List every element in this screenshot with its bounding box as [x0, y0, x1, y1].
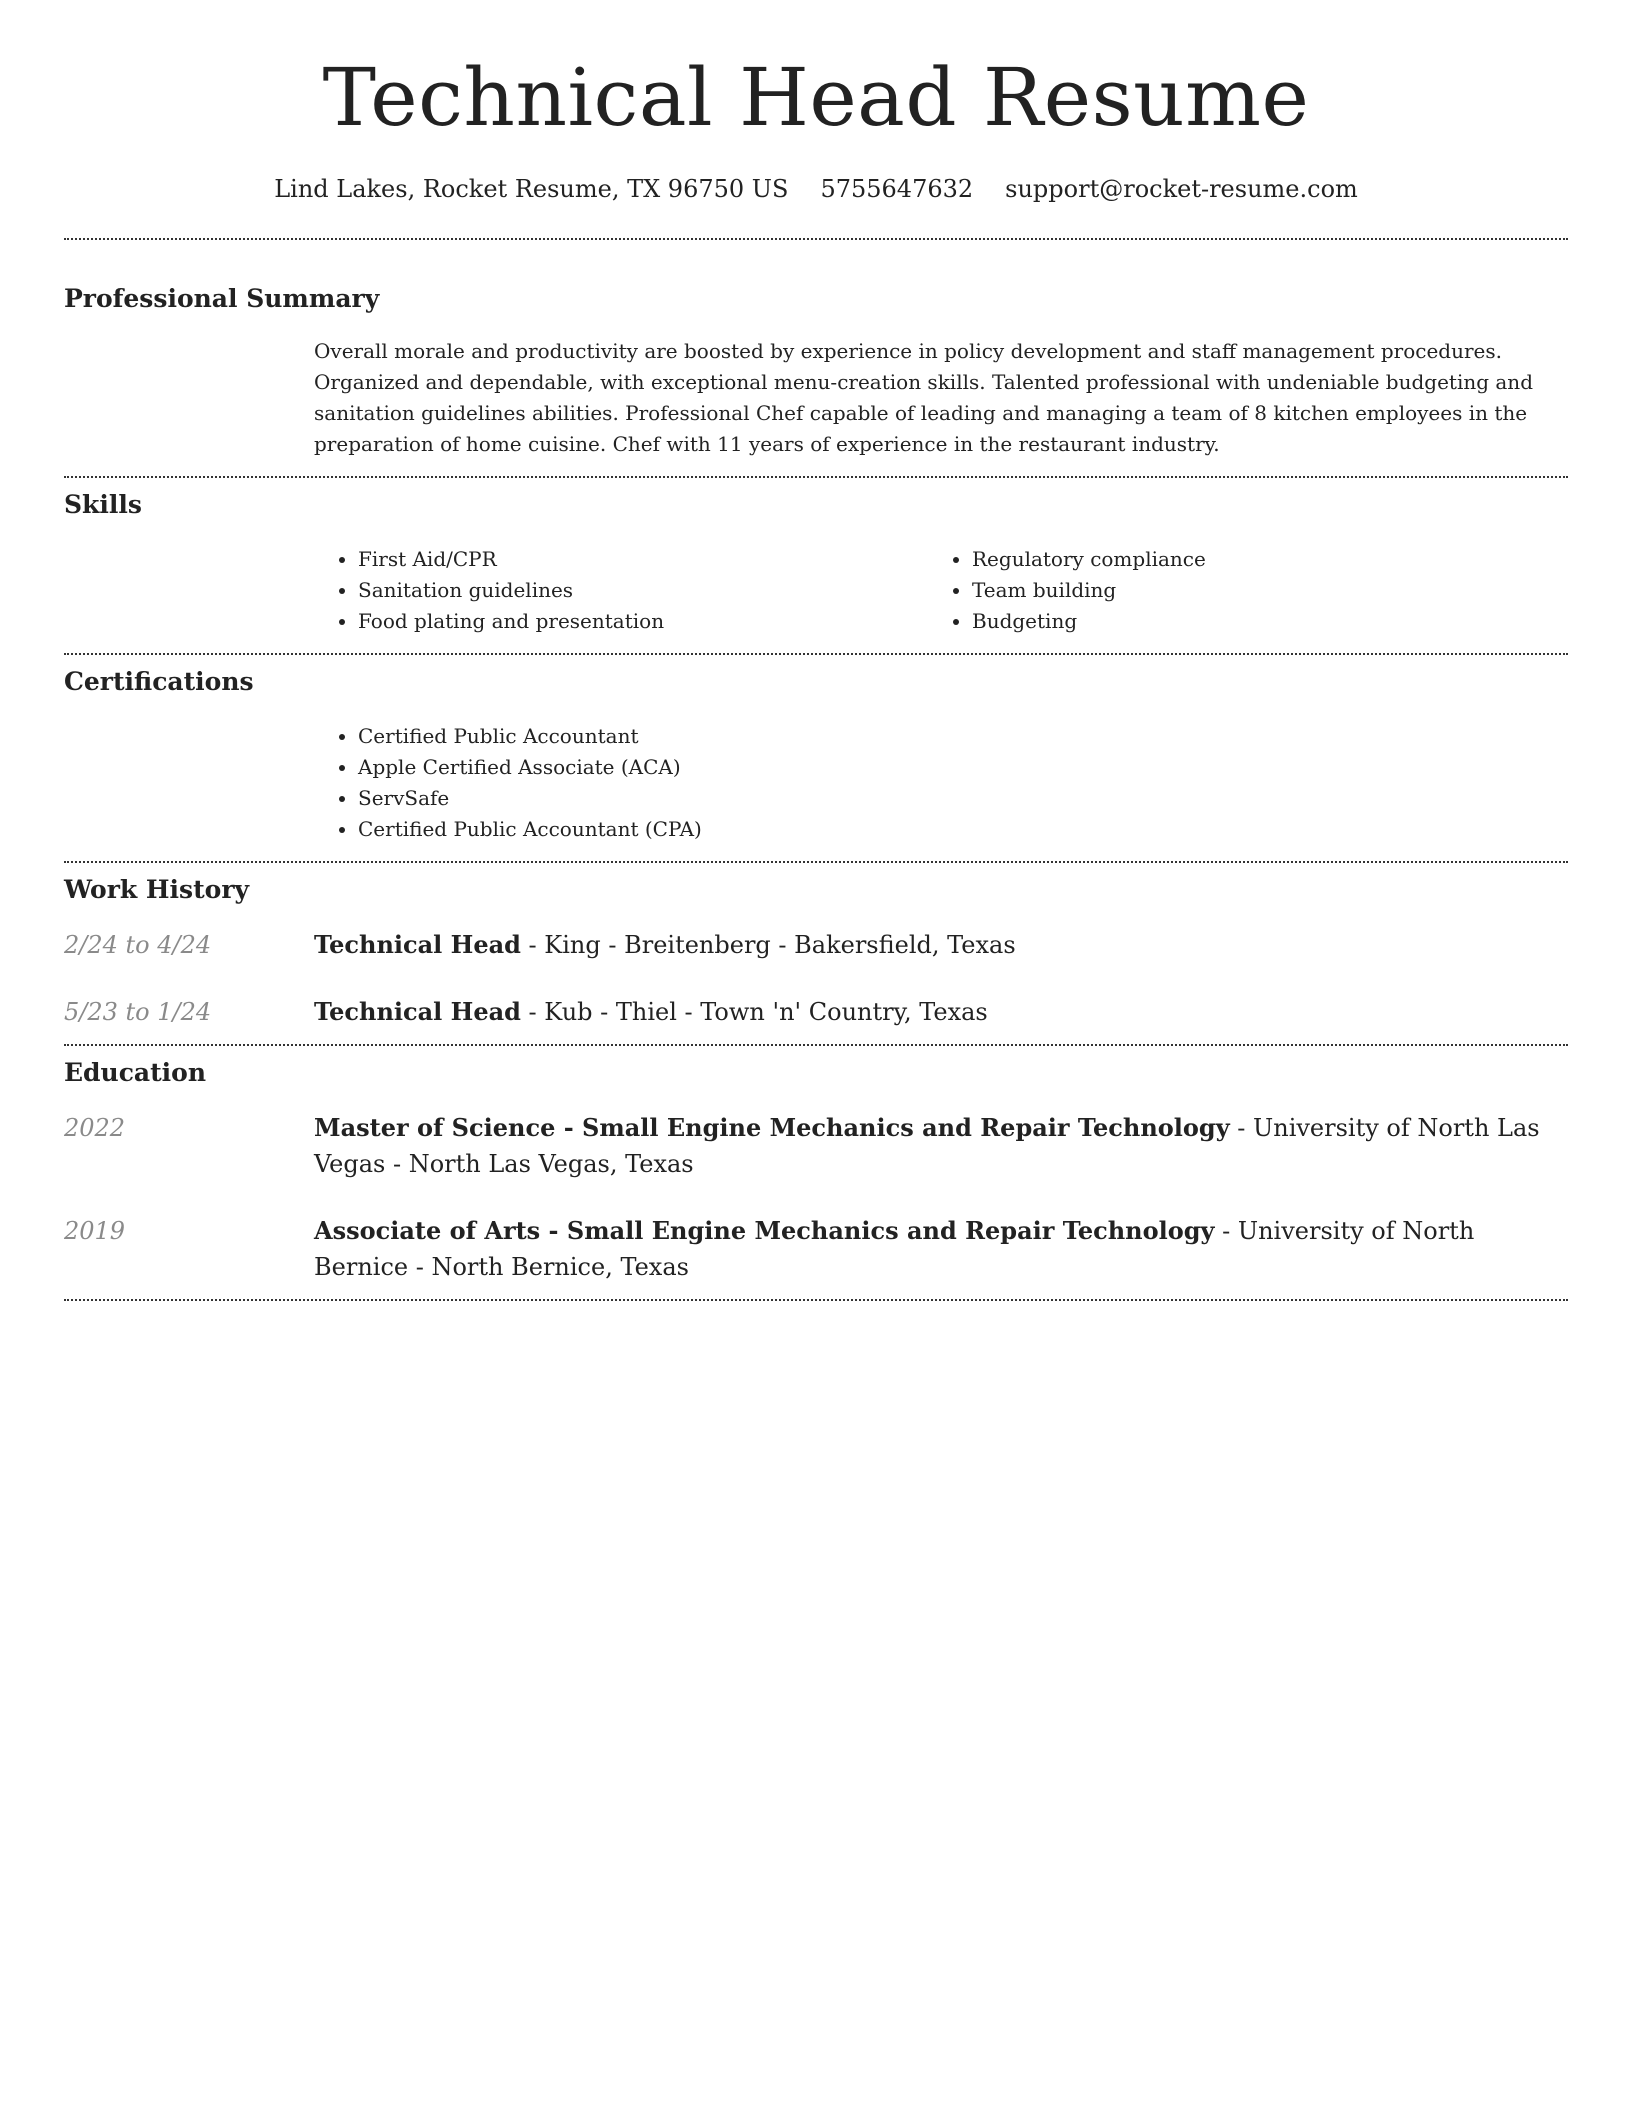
degree: Master of Science - Small Engine Mechanics and Repair Technology — [314, 1113, 1230, 1142]
education-year: 2019 — [64, 1217, 126, 1245]
divider — [64, 861, 1568, 863]
job-title: Technical Head — [314, 930, 521, 959]
school-details: - University of North Las Vegas - North Las Vegas, Texas — [314, 1114, 1540, 1178]
divider — [64, 1044, 1568, 1046]
education-heading: Education — [64, 1058, 207, 1087]
skills-heading: Skills — [64, 490, 142, 519]
certification-item: • ServSafe — [358, 783, 1568, 814]
education-entries — [64, 1110, 1568, 1285]
skill-item: • Team building — [972, 575, 1542, 606]
work-dates: 5/23 to 1/24 — [64, 998, 212, 1026]
skill-item: • Regulatory compliance — [972, 544, 1542, 575]
education-entry — [64, 1110, 1568, 1182]
skill-item: • Budgeting — [972, 606, 1542, 637]
certification-item: • Certified Public Accountant — [358, 721, 1568, 752]
work-description — [314, 927, 1568, 963]
education-year: 2022 — [64, 1114, 126, 1142]
resume-header — [64, 0, 1568, 204]
school-details: - University of North Bernice - North Bernice, Texas — [314, 1217, 1475, 1281]
summary-text: Overall morale and productivity are boosted by experience in policy development and staff management procedures. Organized and dependable, with exceptional menu-creation skills. Talented professional with undeniable budgeting and sanitation guidelines abilities. Professional Chef capable of leading and managing a team of 8 kitchen employees in the preparation of home cuisine. Chef with 11 years of experience in the restaurant industry. — [314, 339, 1533, 456]
certification-item: • Certified Public Accountant (CPA) — [358, 814, 1568, 845]
work-entry — [64, 927, 1568, 963]
education-entry — [64, 1213, 1568, 1285]
work-entry — [64, 994, 1568, 1030]
skill-item: • First Aid/CPR — [358, 544, 928, 575]
contact-line — [64, 174, 1568, 204]
page-title: Technical Head Resume — [322, 51, 1310, 144]
work-entries — [64, 927, 1568, 1030]
work-dates: 2/24 to 4/24 — [64, 931, 212, 959]
job-title: Technical Head — [314, 997, 521, 1026]
phone-text: 5755647632 — [820, 175, 974, 203]
work-history-heading: Work History — [64, 875, 250, 904]
address-text: Lind Lakes, Rocket Resume, TX 96750 US — [274, 175, 789, 203]
certifications-section — [64, 667, 1568, 845]
skill-item: • Sanitation guidelines — [358, 575, 928, 606]
divider — [64, 653, 1568, 655]
divider — [64, 1299, 1568, 1301]
work-history-section — [64, 875, 1568, 1030]
skills-columns — [314, 544, 1568, 637]
summary-heading: Professional Summary — [64, 284, 380, 313]
skills-section — [64, 490, 1568, 637]
skills-list-right — [928, 544, 1542, 637]
skills-list-left — [314, 544, 928, 637]
resume-page — [64, 0, 1568, 1301]
degree: Associate of Arts - Small Engine Mechanics and Repair Technology — [314, 1216, 1215, 1245]
education-description — [314, 1213, 1568, 1285]
certifications-block — [314, 721, 1568, 845]
education-section — [64, 1058, 1568, 1285]
email-text: support@rocket-resume.com — [1005, 175, 1358, 203]
certification-item: • Apple Certified Associate (ACA) — [358, 752, 1568, 783]
work-description — [314, 994, 1568, 1030]
job-details: - King - Breitenberg - Bakersfield, Texas — [520, 931, 1016, 959]
skill-item: • Food plating and presentation — [358, 606, 928, 637]
certifications-heading: Certifications — [64, 667, 254, 696]
job-details: - Kub - Thiel - Town 'n' Country, Texas — [520, 998, 988, 1026]
divider — [64, 476, 1568, 478]
summary-section — [64, 284, 1568, 460]
education-description — [314, 1110, 1568, 1182]
divider — [64, 238, 1568, 240]
certifications-list — [314, 721, 1568, 845]
